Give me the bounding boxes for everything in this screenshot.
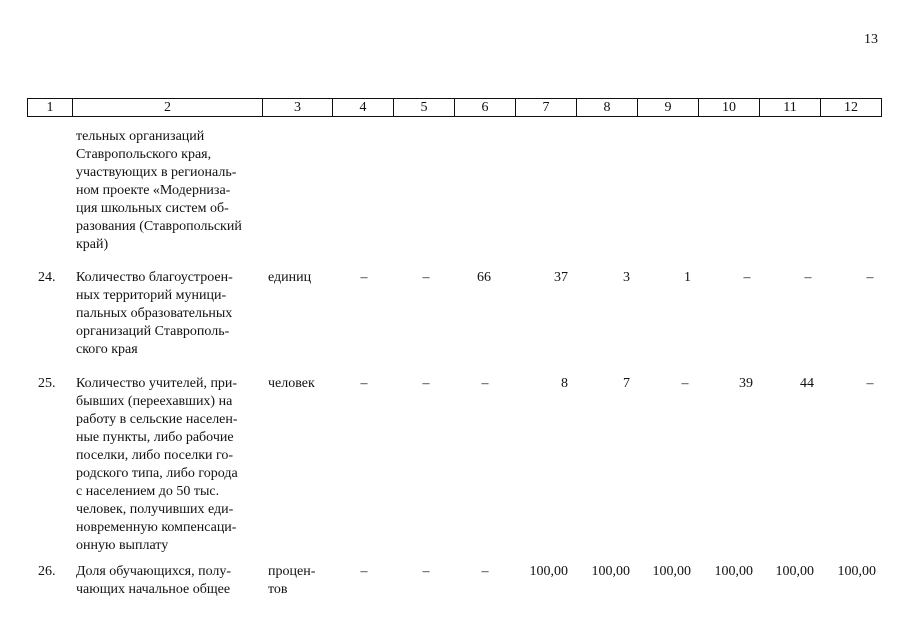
indicator-value: –: [422, 270, 430, 285]
indicator-value: –: [481, 376, 489, 391]
indicator-description-line: Количество учителей, при-: [76, 376, 238, 391]
column-header: 1: [28, 99, 73, 117]
indicator-value: 7: [623, 376, 630, 391]
indicator-value: –: [804, 270, 812, 285]
indicator-value: –: [360, 270, 368, 285]
row-number: 24.: [38, 270, 56, 285]
indicator-description-line: край): [76, 237, 109, 252]
column-header: 5: [394, 99, 455, 117]
indicator-description-line: участвующих в региональ-: [76, 165, 237, 180]
indicator-description-line: родского типа, либо города: [76, 466, 238, 481]
indicator-description-line: с населением до 50 тыс.: [76, 484, 220, 499]
indicator-value: 39: [739, 376, 753, 391]
indicator-description-line: пальных образовательных: [76, 306, 233, 321]
indicator-description-line: Доля обучающихся, полу-: [76, 564, 232, 579]
indicator-description-line: человек, получивших еди-: [76, 502, 234, 517]
column-header: 8: [577, 99, 638, 117]
indicator-value: 44: [800, 376, 814, 391]
indicator-description-line: ные пункты, либо рабочие: [76, 430, 234, 445]
indicator-value: 8: [561, 376, 568, 391]
indicator-value: –: [681, 376, 689, 391]
column-header: 9: [638, 99, 699, 117]
unit-of-measure: человек: [268, 376, 315, 391]
indicator-value: –: [360, 376, 368, 391]
column-header: 6: [455, 99, 516, 117]
indicator-description-line: ция школьных систем об-: [76, 201, 229, 216]
indicator-value: –: [481, 564, 489, 579]
column-header: 2: [73, 99, 263, 117]
column-header: 10: [699, 99, 760, 117]
column-header: 7: [516, 99, 577, 117]
indicator-description-line: поселки, либо поселки го-: [76, 448, 234, 463]
indicator-value: –: [866, 270, 874, 285]
unit-of-measure: процен-: [268, 564, 316, 579]
indicator-value: 100,00: [714, 564, 753, 579]
row-number: 25.: [38, 376, 56, 391]
indicator-description-line: Количество благоустроен-: [76, 270, 233, 285]
indicator-description-line: онную выплату: [76, 538, 169, 553]
indicator-description-line: ных территорий муници-: [76, 288, 227, 303]
indicator-value: 100,00: [775, 564, 814, 579]
indicator-description-line: чающих начальное общее: [76, 582, 231, 597]
indicator-description-line: Ставропольского края,: [76, 147, 212, 162]
indicator-value: –: [422, 376, 430, 391]
column-header: 4: [333, 99, 394, 117]
indicator-value: 100,00: [529, 564, 568, 579]
column-header: 12: [821, 99, 882, 117]
indicator-value: 3: [623, 270, 630, 285]
indicator-description-line: ном проекте «Модерниза-: [76, 183, 231, 198]
indicator-description-line: новременную компенсаци-: [76, 520, 237, 535]
indicator-description-line: бывших (переехавших) на: [76, 394, 233, 409]
row-number: 26.: [38, 564, 56, 579]
indicator-value: –: [422, 564, 430, 579]
unit-of-measure: единиц: [268, 270, 312, 285]
indicator-value: –: [866, 376, 874, 391]
page-number: 13: [864, 32, 878, 47]
indicator-description-line: организаций Ставрополь-: [76, 324, 230, 339]
column-header: 3: [263, 99, 333, 117]
indicator-description-line: разования (Ставропольский: [76, 219, 242, 234]
column-number-header: [27, 98, 882, 117]
indicator-value: 100,00: [591, 564, 630, 579]
indicator-description-line: ского края: [76, 342, 138, 357]
indicator-value: 100,00: [652, 564, 691, 579]
indicator-value: 66: [477, 270, 491, 285]
column-header: 11: [760, 99, 821, 117]
indicator-value: –: [743, 270, 751, 285]
indicator-description-line: тельных организаций: [76, 129, 205, 144]
indicator-value: 100,00: [837, 564, 876, 579]
indicator-value: –: [360, 564, 368, 579]
indicator-value: 1: [684, 270, 691, 285]
indicator-value: 37: [554, 270, 568, 285]
unit-of-measure: тов: [268, 582, 288, 597]
indicator-description-line: работу в сельские населен-: [76, 412, 238, 427]
